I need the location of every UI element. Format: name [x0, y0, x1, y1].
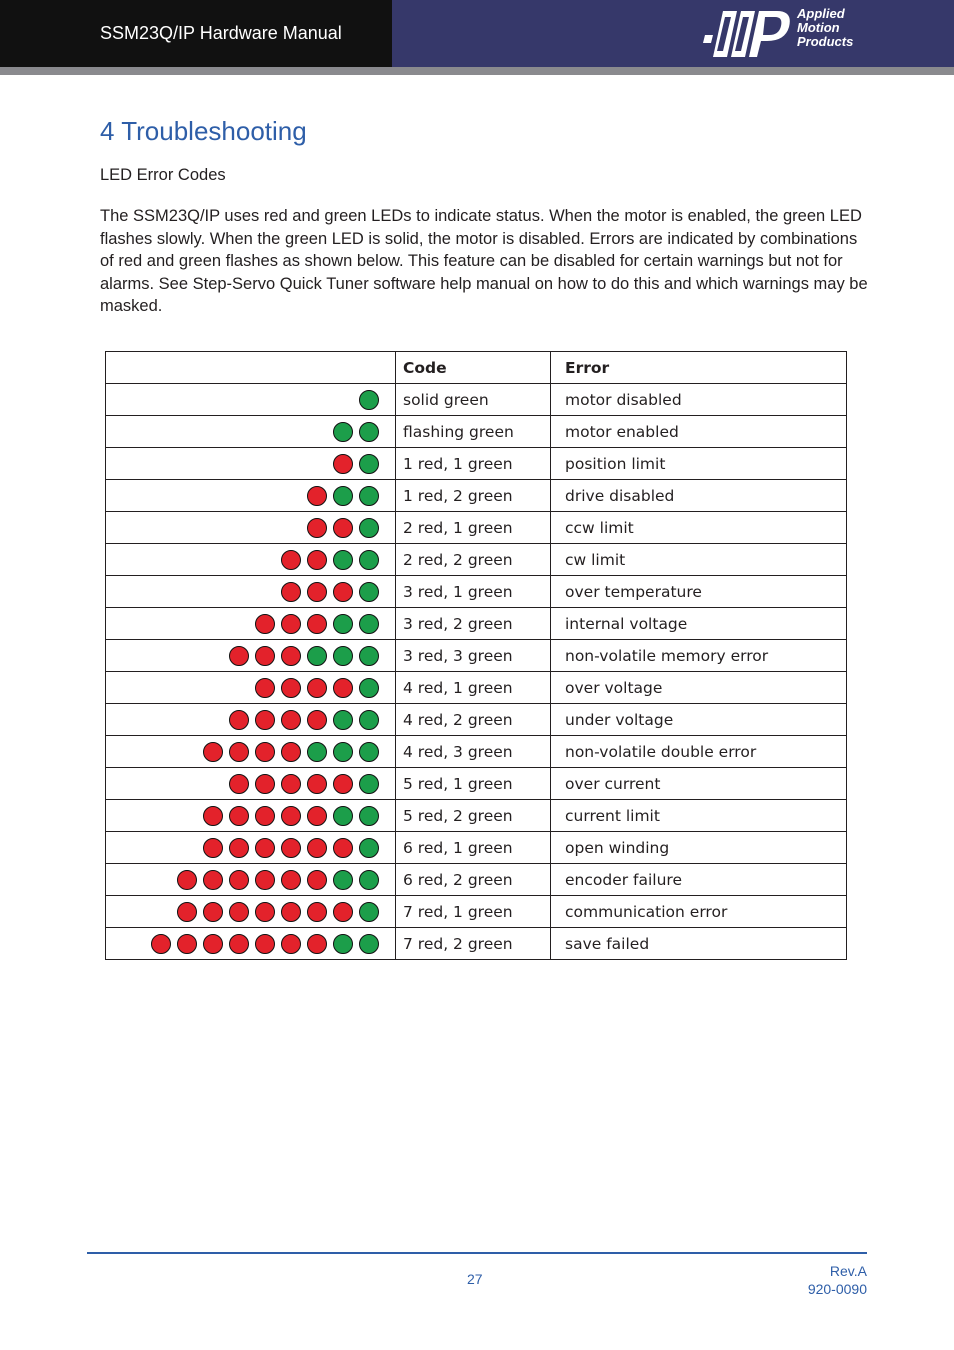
error-cell: over voltage [551, 672, 847, 704]
section-title: 4 Troubleshooting [100, 116, 307, 146]
led-pattern-cell [106, 576, 396, 608]
header-title-block [0, 0, 392, 67]
led-pattern-cell [106, 608, 396, 640]
green-led-icon [359, 486, 379, 506]
red-led-icon [281, 870, 301, 890]
logo-line: Applied [797, 6, 845, 21]
code-cell: 7 red, 2 green [396, 928, 551, 960]
code-cell: 5 red, 1 green [396, 768, 551, 800]
table-row [106, 416, 847, 448]
error-cell: under voltage [551, 704, 847, 736]
table-row [106, 672, 847, 704]
red-led-icon [281, 678, 301, 698]
led-pattern-cell [106, 416, 396, 448]
green-led-icon [359, 934, 379, 954]
green-led-icon [333, 646, 353, 666]
green-led-icon [359, 902, 379, 922]
red-led-icon [229, 742, 249, 762]
red-led-icon [255, 742, 275, 762]
led-pattern-cell [106, 800, 396, 832]
red-led-icon [333, 678, 353, 698]
section-subheading: LED Error Codes [100, 166, 226, 184]
red-led-icon [177, 934, 197, 954]
table-row [106, 608, 847, 640]
red-led-icon [229, 902, 249, 922]
red-led-icon [177, 870, 197, 890]
red-led-icon [307, 710, 327, 730]
red-led-icon [229, 934, 249, 954]
code-cell: 2 red, 2 green [396, 544, 551, 576]
red-led-icon [333, 902, 353, 922]
error-cell: non-volatile memory error [551, 640, 847, 672]
green-led-icon [359, 870, 379, 890]
red-led-icon [229, 710, 249, 730]
green-led-icon [333, 422, 353, 442]
company-logo [703, 5, 873, 61]
green-led-icon [359, 454, 379, 474]
table-row [106, 640, 847, 672]
red-led-icon [281, 582, 301, 602]
red-led-icon [203, 870, 223, 890]
page-header [0, 0, 954, 67]
red-led-icon [281, 902, 301, 922]
column-header-code: Code [396, 352, 551, 384]
table-row [106, 384, 847, 416]
red-led-icon [203, 742, 223, 762]
logo-line: Products [797, 34, 854, 49]
error-cell: motor enabled [551, 416, 847, 448]
green-led-icon [333, 614, 353, 634]
table-row [106, 704, 847, 736]
green-led-icon [359, 774, 379, 794]
red-led-icon [255, 870, 275, 890]
code-cell: solid green [396, 384, 551, 416]
red-led-icon [333, 582, 353, 602]
column-header-leds [106, 352, 396, 384]
red-led-icon [307, 582, 327, 602]
error-cell: position limit [551, 448, 847, 480]
led-pattern-cell [106, 672, 396, 704]
green-led-icon [359, 518, 379, 538]
table-row [106, 928, 847, 960]
table-row [106, 832, 847, 864]
column-header-error: Error [551, 352, 847, 384]
red-led-icon [229, 774, 249, 794]
red-led-icon [307, 838, 327, 858]
green-led-icon [333, 934, 353, 954]
red-led-icon [281, 742, 301, 762]
red-led-icon [255, 774, 275, 794]
red-led-icon [307, 486, 327, 506]
error-cell: save failed [551, 928, 847, 960]
table-row [106, 800, 847, 832]
red-led-icon [229, 870, 249, 890]
table-row [106, 768, 847, 800]
led-pattern-cell [106, 480, 396, 512]
table-row [106, 544, 847, 576]
led-pattern-cell [106, 704, 396, 736]
led-pattern-cell [106, 928, 396, 960]
green-led-icon [359, 710, 379, 730]
red-led-icon [281, 710, 301, 730]
code-cell: 6 red, 2 green [396, 864, 551, 896]
code-cell: 4 red, 3 green [396, 736, 551, 768]
error-cell: cw limit [551, 544, 847, 576]
table-row [106, 576, 847, 608]
red-led-icon [255, 646, 275, 666]
red-led-icon [229, 806, 249, 826]
logo-wordmark [797, 7, 853, 49]
error-cell: open winding [551, 832, 847, 864]
green-led-icon [359, 646, 379, 666]
error-cell: over current [551, 768, 847, 800]
green-led-icon [359, 422, 379, 442]
code-cell: 5 red, 2 green [396, 800, 551, 832]
red-led-icon [255, 934, 275, 954]
code-cell: flashing green [396, 416, 551, 448]
table-row [106, 448, 847, 480]
green-led-icon [359, 550, 379, 570]
red-led-icon [203, 838, 223, 858]
red-led-icon [255, 614, 275, 634]
red-led-icon [307, 550, 327, 570]
green-led-icon [359, 838, 379, 858]
green-led-icon [359, 390, 379, 410]
led-pattern-cell [106, 896, 396, 928]
document-number: 920-0090 [807, 1281, 867, 1297]
red-led-icon [333, 518, 353, 538]
led-pattern-cell [106, 544, 396, 576]
table-row [106, 512, 847, 544]
red-led-icon [255, 902, 275, 922]
red-led-icon [203, 934, 223, 954]
code-cell: 1 red, 2 green [396, 480, 551, 512]
green-led-icon [359, 806, 379, 826]
red-led-icon [229, 838, 249, 858]
table-row [106, 480, 847, 512]
logo-line: Motion [797, 20, 840, 35]
code-cell: 3 red, 3 green [396, 640, 551, 672]
table-body [106, 384, 847, 960]
led-pattern-cell [106, 384, 396, 416]
red-led-icon [307, 870, 327, 890]
code-cell: 3 red, 1 green [396, 576, 551, 608]
error-cell: communication error [551, 896, 847, 928]
intro-paragraph: The SSM23Q/IP uses red and green LEDs to indicate status. When the motor is enabled, the green LED flashes slowly. When the green LED is solid, the motor is disabled. Errors are indicated by combinations of red and green flashes as shown below. This feature can be disabled for certain warnings but not for alarms. See Step-Servo Quick Tuner software help manual on how to do this and which warnings may be masked. [100, 207, 868, 316]
led-pattern-cell [106, 832, 396, 864]
led-pattern-cell [106, 768, 396, 800]
code-cell: 4 red, 1 green [396, 672, 551, 704]
red-led-icon [281, 934, 301, 954]
green-led-icon [307, 646, 327, 666]
red-led-icon [307, 902, 327, 922]
red-led-icon [281, 646, 301, 666]
red-led-icon [281, 774, 301, 794]
green-led-icon [359, 614, 379, 634]
red-led-icon [255, 838, 275, 858]
red-led-icon [177, 902, 197, 922]
red-led-icon [307, 934, 327, 954]
error-cell: motor disabled [551, 384, 847, 416]
green-led-icon [359, 742, 379, 762]
table-row [106, 864, 847, 896]
red-led-icon [307, 518, 327, 538]
manual-title: SSM23Q/IP Hardware Manual [100, 23, 342, 43]
green-led-icon [333, 806, 353, 826]
error-cell: current limit [551, 800, 847, 832]
red-led-icon [151, 934, 171, 954]
red-led-icon [229, 646, 249, 666]
red-led-icon [203, 806, 223, 826]
error-cell: internal voltage [551, 608, 847, 640]
red-led-icon [333, 774, 353, 794]
red-led-icon [281, 614, 301, 634]
code-cell: 3 red, 2 green [396, 608, 551, 640]
red-led-icon [307, 614, 327, 634]
green-led-icon [333, 870, 353, 890]
code-cell: 7 red, 1 green [396, 896, 551, 928]
green-led-icon [333, 486, 353, 506]
led-pattern-cell [106, 640, 396, 672]
error-cell: ccw limit [551, 512, 847, 544]
code-cell: 4 red, 2 green [396, 704, 551, 736]
logo-coil-icon [703, 5, 795, 61]
green-led-icon [333, 742, 353, 762]
green-led-icon [359, 678, 379, 698]
table-row [106, 896, 847, 928]
error-cell: non-volatile double error [551, 736, 847, 768]
red-led-icon [255, 678, 275, 698]
table-row [106, 736, 847, 768]
code-cell: 2 red, 1 green [396, 512, 551, 544]
error-cell: encoder failure [551, 864, 847, 896]
red-led-icon [307, 678, 327, 698]
revision: Rev.A [829, 1263, 867, 1279]
green-led-icon [307, 742, 327, 762]
led-error-code-table [105, 351, 847, 960]
led-pattern-cell [106, 864, 396, 896]
red-led-icon [203, 902, 223, 922]
error-cell: over temperature [551, 576, 847, 608]
header-stripe [0, 67, 954, 75]
led-pattern-cell [106, 736, 396, 768]
red-led-icon [281, 806, 301, 826]
red-led-icon [255, 806, 275, 826]
code-cell: 1 red, 1 green [396, 448, 551, 480]
code-cell: 6 red, 1 green [396, 832, 551, 864]
red-led-icon [307, 806, 327, 826]
green-led-icon [359, 582, 379, 602]
red-led-icon [281, 838, 301, 858]
red-led-icon [333, 838, 353, 858]
green-led-icon [333, 710, 353, 730]
page-number: 27 [467, 1271, 483, 1287]
error-cell: drive disabled [551, 480, 847, 512]
led-pattern-cell [106, 448, 396, 480]
red-led-icon [281, 550, 301, 570]
red-led-icon [255, 710, 275, 730]
led-pattern-cell [106, 512, 396, 544]
red-led-icon [307, 774, 327, 794]
footer-rule [87, 1252, 867, 1254]
red-led-icon [333, 454, 353, 474]
revision-block [760, 1262, 867, 1298]
table-header-row [106, 352, 847, 384]
green-led-icon [333, 550, 353, 570]
